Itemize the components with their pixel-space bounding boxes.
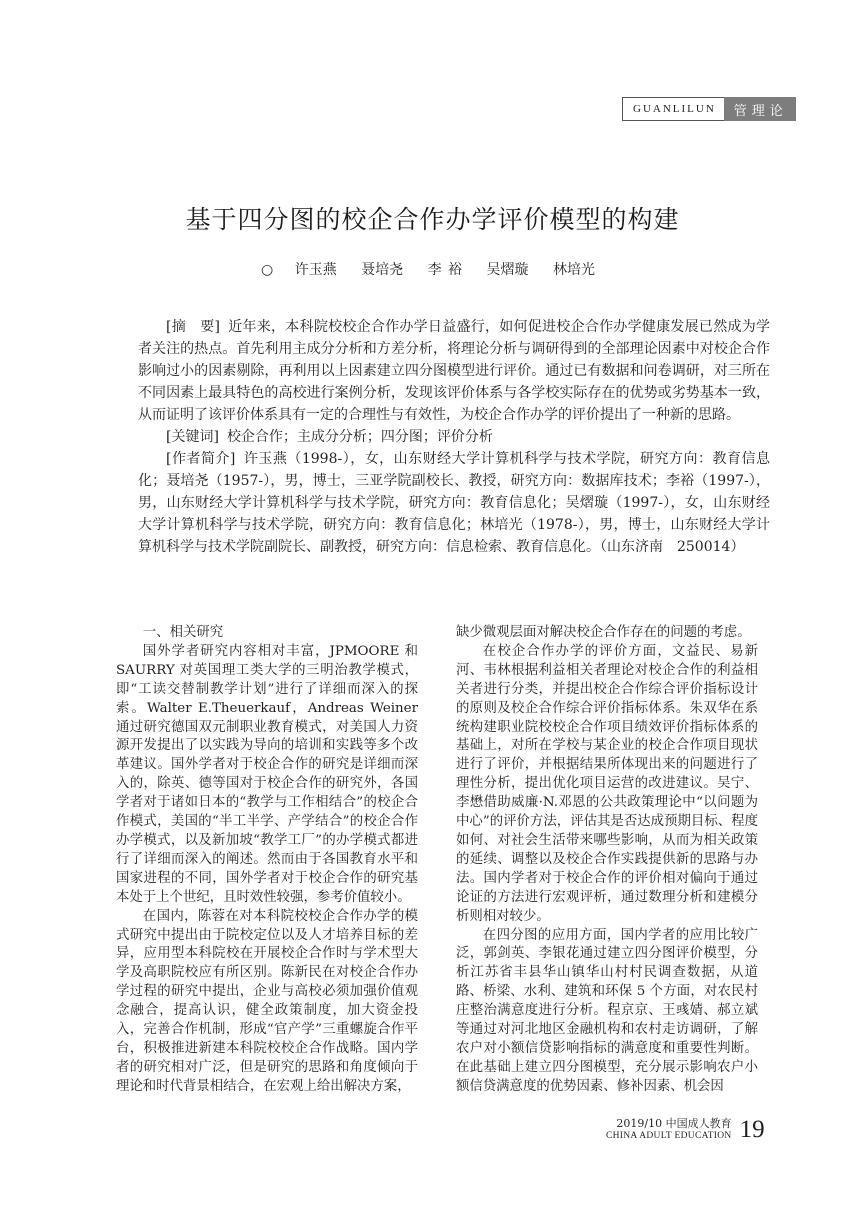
paragraph: 在国内，陈蓉在对本科院校校企合作办学的模式研究中提出由于院校定位以及人才培养目标的差异，应用型本科院校在开展校企合作时与学术型大学及高职院校应有所区别。陈新民在对校企合作办学过程的研究中提出，企业与高校必须加强价值观念融合，提高认识，健全政策制度，加大资金投入，完善合作机制，形成“官产学”三重螺旋合作平台，积极推进新建本科院校校企合作战略。国内学者的研究相对广泛，但是研究的思路和角度倾向于理论和时代背景相结合，在宏观上给出解决方案， [116,908,418,1094]
keywords-text: 校企合作；主成分分析；四分图；评价分析 [226,429,493,445]
paragraph: 在校企合作办学的评价方面，文益民、易新河、韦林根据利益相关者理论对校企合作的利益相关者进行分类，并提出校企合作综合评价指标设计的原则及校企合作综合评价指标体系。朱双华在系统构建职业院校校企合作项目绩效评价指标体系的基础上，对所在学校与某企业的校企合作项目现状进行了评价，并根据结果所体现出来的问题进行了理性分析，提出优化项目运营的改进建议。吴宁、李懋借助威廉·N.邓恩的公共政策理论中“以问题为中心”的评价方法，评估其是否达成预期目标、程度如何、对社会生活带来哪些影响，从而为相关政策的延续、调整以及校企合作实践提供新的思路与办法。国内学者对于校企合作的评价相对偏向于通过论证的方法进行宏观评析，通过数理分析和建模分析则相对较少。 [456,643,758,924]
keywords-label: [关键词] [166,429,219,445]
front-matter [138,316,770,558]
paragraph: 在四分图的应用方面，国内学者的应用比较广泛，郭剑英、李银花通过建立四分图评价模型，分析江苏省丰县华山镇华山村村民调查数据，从道路、桥梁、水利、建筑和环保 5 个方面，对农民村庄整治满意度进行分析。程京京、王彧婧、郝立斌等通过对河北地区金融机构和农村走访调研，了解农户对小额信贷影响指标的满意度和重要性判断。在此基础上建立四分图模型，充分展示影响农户小额信贷满意度的优势因素、修补因素、机会因 [456,927,758,1094]
body-column-right [456,624,758,1097]
author-name: 李 裕 [427,262,463,278]
author-name: 林培光 [552,262,595,278]
page-number: 19 [739,1116,765,1143]
journal-issue: 2019/10 中国成人教育 [616,1117,732,1130]
section-tag-en: GUANLILUN [622,97,724,121]
paragraph: 国外学者研究内容相对丰富，JPMOORE 和 SAURRY 对英国理工类大学的三明治教学模式，即“工读交替制教学计划”进行了详细而深入的探索。Walter E.Theuerkauf，Andreas Weiner 通过研究德国双元制职业教育模式，对美国人力资源开发提出了以实践为导向的培训和实践等多个改革建议。国外学者对于校企合作的研究是详细而深入的，除英、德等国对于校企合作的研究外，各国学者对于诸如日本的“教学与工作相结合”的校企合作模式，美国的“半工半学、产学结合”的校企合作办学模式，以及新加坡“教学工厂”的办学模式都进行了详细而深入的阐述。然而由于各国教育水平和国家进程的不同，国外学者对于校企合作的研究基本处于上个世纪，且时效性较强，参考价值较小。 [116,643,418,905]
author-name: 许玉燕 [294,262,337,278]
journal-name-en: CHINA ADULT EDUCATION [606,1131,732,1141]
author-bullet: ○ [261,262,274,278]
section-tag [622,97,796,121]
paper-title: 基于四分图的校企合作办学评价模型的构建 [185,205,680,234]
abstract-text: 近年来，本科院校校企合作办学日益盛行，如何促进校企合作办学健康发展已然成为学者关注的热点。首先利用主成分分析和方差分析，将理论分析与调研得到的全部理论因素中对校企合作影响过小的因素剔除，再利用以上因素建立四分图模型进行评价。通过已有数据和问卷调研，对三所在不同因素上最具特色的高校进行案例分析，发现该评价体系与各学校实际存在的优势或劣势基本一致，从而证明了该评价体系具有一定的合理性与有效性，为校企合作办学的评价提出了一种新的思路。 [138,319,770,423]
author-bio-text: 许玉燕（1998-），女，山东财经大学计算机科学与技术学院，研究方向：教育信息化；聂培尧（1957-），男，博士，三亚学院副校长、教授，研究方向：数据库技术；李裕（1997-），男，山东财经大学计算机科学与技术学院，研究方向：教育信息化；吴熠璇（1997-），女，山东财经大学计算机科学与技术学院，研究方向：教育信息化；林培光（1978-），男，博士，山东财经大学计算机科学与技术学院副院长、副教授，研究方向：信息检索、教育信息化。（山东济南 250014） [138,451,770,555]
page-footer [606,1116,765,1144]
abstract-label: [摘 要] [166,319,220,335]
keywords [138,426,770,448]
author-list [0,259,865,279]
author-bio [138,448,770,558]
section-tag-zh: 管理论 [724,97,796,121]
author-bio-label: [作者简介] [166,451,236,467]
author-name: 聂培尧 [361,262,404,278]
author-name: 吴熠璇 [486,262,529,278]
section-heading: 一、相关研究 [142,625,224,640]
abstract [138,316,770,426]
body-column-left [116,624,418,1097]
paragraph: 缺少微观层面对解决校企合作存在的问题的考虑。 [456,625,751,640]
